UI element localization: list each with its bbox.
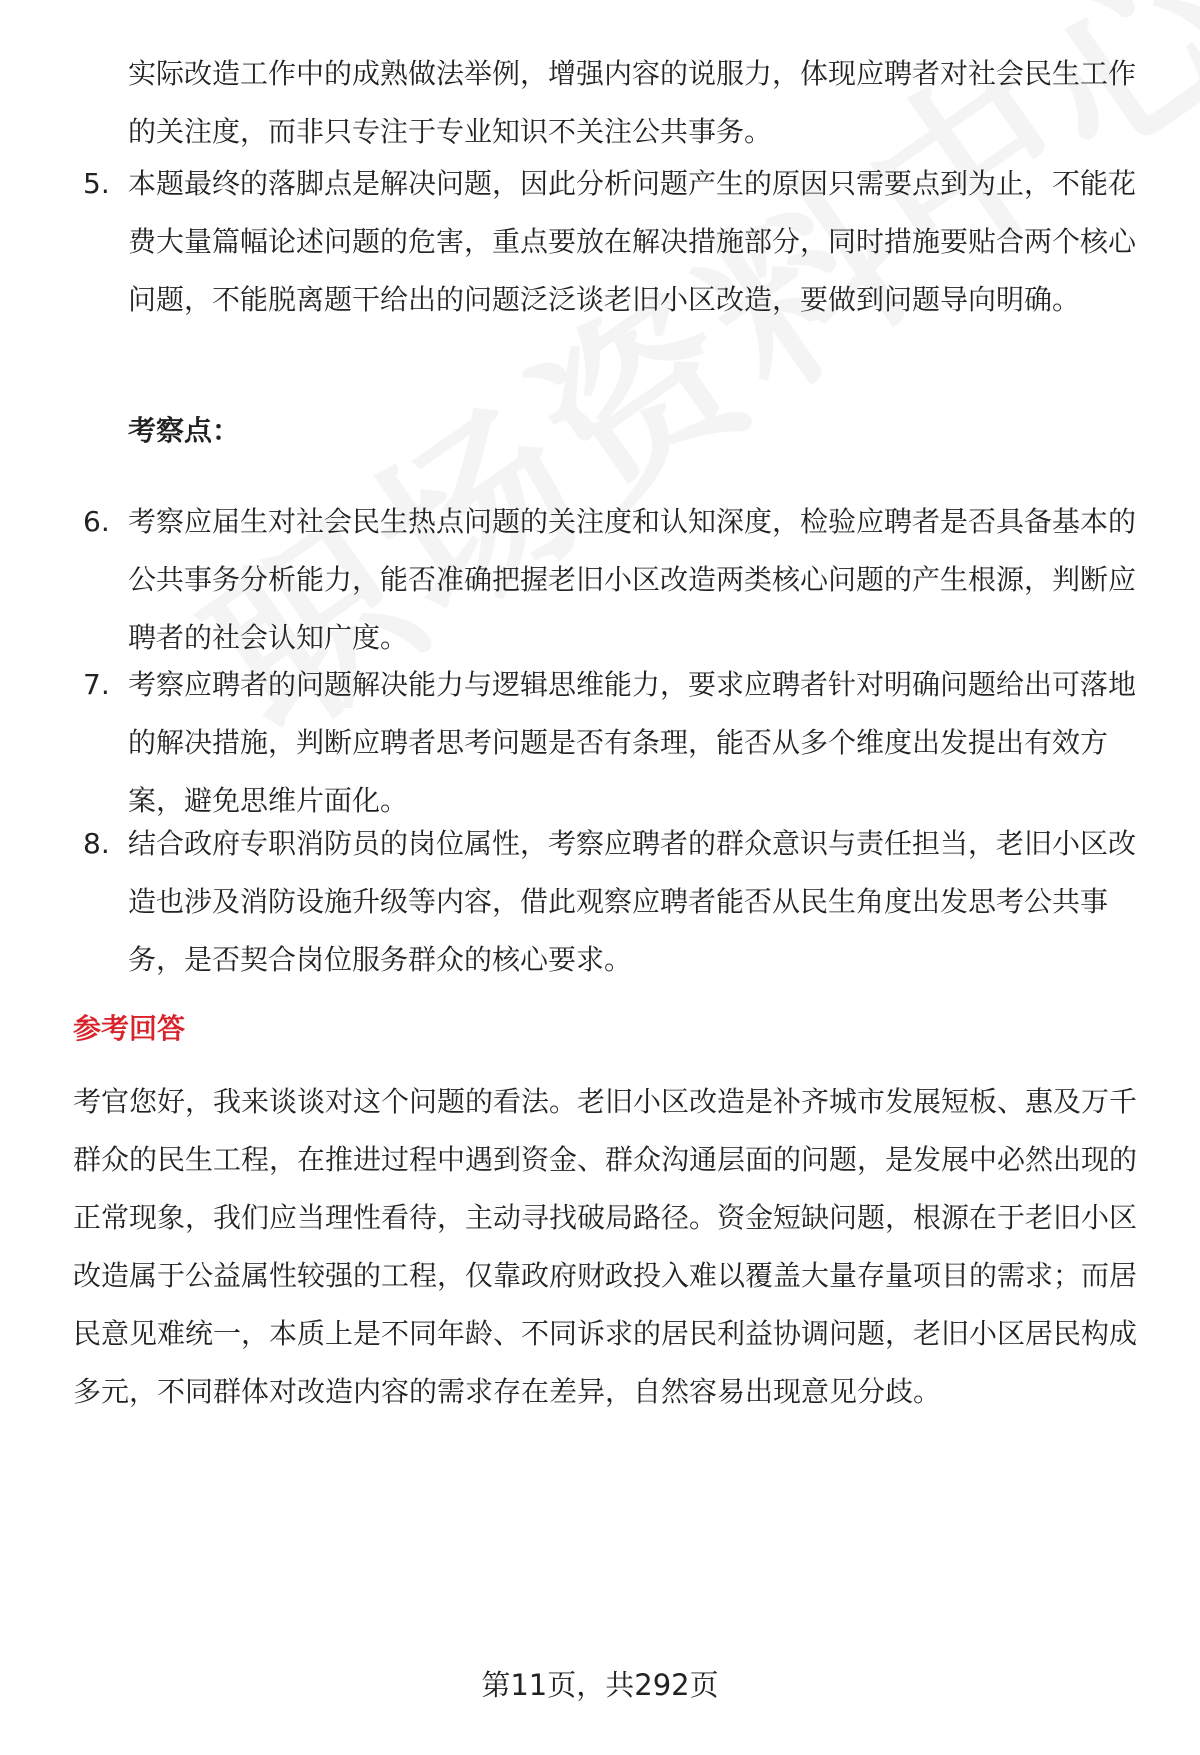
intro-continuation: 实际改造工作中的成熟做法举例，增强内容的说服力，体现应聘者对社会民生工作的关注度，而非只专注于专业知识不关注公共事务。 xyxy=(128,57,1137,148)
list-number: 5. xyxy=(83,167,110,200)
list-text: 本题最终的落脚点是解决问题，因此分析问题产生的原因只需要点到为止，不能花费大量篇幅论述问题的危害，重点要放在解决措施部分，同时措施要贴合两个核心问题，不能脱离题干给出的问题泛泛谈老旧小区改造，要做到问题导向明确。 xyxy=(128,167,1137,316)
list-number: 6. xyxy=(83,505,110,538)
page-footer xyxy=(0,1665,1200,1705)
list-text: 考察应聘者的问题解决能力与逻辑思维能力，要求应聘者针对明确问题给出可落地的解决措施，判断应聘者思考问题是否有条理，能否从多个维度出发提出有效方案，避免思维片面化。 xyxy=(128,668,1137,817)
reference-answer-heading: 参考回答 xyxy=(73,1012,186,1045)
exam-point-6 xyxy=(83,493,1148,667)
list-number: 8. xyxy=(83,827,110,860)
list-text: 结合政府专职消防员的岗位属性，考察应聘者的群众意识与责任担当，老旧小区改造也涉及消防设施升级等内容，借此观察应聘者能否从民生角度出发思考公共事务，是否契合岗位服务群众的核心要求。 xyxy=(128,827,1137,976)
list-text: 考察应届生对社会民生热点问题的关注度和认知深度，检验应聘者是否具备基本的公共事务分析能力，能否准确把握老旧小区改造两类核心问题的产生根源，判断应聘者的社会认知广度。 xyxy=(128,505,1137,654)
exam-points-heading: 考察点： xyxy=(128,414,241,447)
exam-point-8 xyxy=(83,815,1148,989)
page-number: 第11页，共292页 xyxy=(481,1668,719,1702)
list-number: 7. xyxy=(83,668,110,701)
notes-item-5 xyxy=(83,155,1148,329)
reference-answer-body: 考官您好，我来谈谈对这个问题的看法。老旧小区改造是补齐城市发展短板、惠及万千群众的民生工程，在推进过程中遇到资金、群众沟通层面的问题，是发展中必然出现的正常现象，我们应当理性看待，主动寻找破局路径。资金短缺问题，根源在于老旧小区改造属于公益属性较强的工程，仅靠政府财政投入难以覆盖大量存量项目的需求；而居民意见难统一，本质上是不同年龄、不同诉求的居民利益协调问题，老旧小区居民构成多元，不同群体对改造内容的需求存在差异，自然容易出现意见分歧。 xyxy=(73,1085,1138,1408)
exam-point-7 xyxy=(83,656,1148,830)
